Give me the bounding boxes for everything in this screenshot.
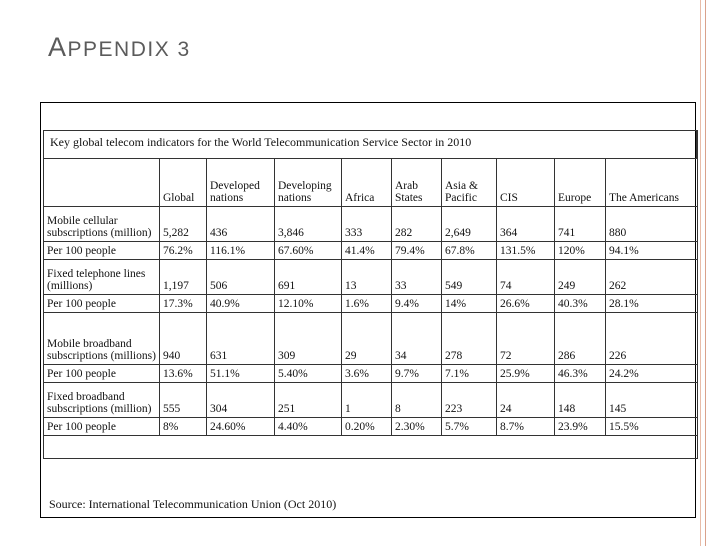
table-cell: 40.9% <box>207 295 275 313</box>
table-source: Source: International Telecommunication Union (Oct 2010) <box>49 497 337 511</box>
row-label: Per 100 people <box>44 418 160 436</box>
table-cell: 1 <box>342 383 392 418</box>
column-header: Arab States <box>392 159 442 207</box>
table-cell: 631 <box>207 313 275 365</box>
column-header: Global <box>160 159 207 207</box>
caption-spacer-row <box>44 130 698 159</box>
table-cell: 1.6% <box>342 295 392 313</box>
table-cell: 40.3% <box>555 295 606 313</box>
table-row <box>44 242 698 260</box>
table-cell: 262 <box>606 260 698 295</box>
table-row <box>44 207 698 242</box>
table-cell: 278 <box>442 313 497 365</box>
table-cell: 46.3% <box>555 365 606 383</box>
row-label: Per 100 people <box>44 242 160 260</box>
table-cell: 67.8% <box>442 242 497 260</box>
source-spacer-row <box>44 436 698 459</box>
table-cell: 131.5% <box>497 242 555 260</box>
table-cell: 251 <box>275 383 342 418</box>
table-cell: 116.1% <box>207 242 275 260</box>
slide-title-initial: A <box>48 32 68 62</box>
column-header: The Americans <box>606 159 698 207</box>
table-cell: 8% <box>160 418 207 436</box>
column-header: Asia & Pacific <box>442 159 497 207</box>
column-header: Europe <box>555 159 606 207</box>
table-cell: 741 <box>555 207 606 242</box>
table-cell: 67.60% <box>275 242 342 260</box>
row-label: Mobile cellular subscriptions (million) <box>44 207 160 242</box>
table-cell: 9.7% <box>392 365 442 383</box>
table-cell: 74 <box>497 260 555 295</box>
table-cell: 0.20% <box>342 418 392 436</box>
table-cell: 940 <box>160 313 207 365</box>
table-cell: 1,197 <box>160 260 207 295</box>
table-row <box>44 418 698 436</box>
table-cell: 8.7% <box>497 418 555 436</box>
table-cell: 145 <box>606 383 698 418</box>
table-cell: 24.2% <box>606 365 698 383</box>
table-cell: 5.40% <box>275 365 342 383</box>
slide-title-rest: PPENDIX 3 <box>67 38 191 61</box>
table-cell: 15.5% <box>606 418 698 436</box>
table-cell: 72 <box>497 313 555 365</box>
column-header: Developed nations <box>207 159 275 207</box>
table-cell: 436 <box>207 207 275 242</box>
table-cell: 33 <box>392 260 442 295</box>
table-cell: 5,282 <box>160 207 207 242</box>
decorative-border-inner <box>700 0 701 546</box>
table-row <box>44 383 698 418</box>
table-row <box>44 260 698 295</box>
table-row <box>44 365 698 383</box>
slide-title <box>48 32 191 63</box>
row-label: Fixed telephone lines (millions) <box>44 260 160 295</box>
table-cell: 282 <box>392 207 442 242</box>
table-cell: 5.7% <box>442 418 497 436</box>
table-cell: 26.6% <box>497 295 555 313</box>
table-cell: 286 <box>555 313 606 365</box>
table-cell: 2,649 <box>442 207 497 242</box>
table-cell: 23.9% <box>555 418 606 436</box>
header-row <box>44 159 698 207</box>
table-cell: 41.4% <box>342 242 392 260</box>
table-cell: 28.1% <box>606 295 698 313</box>
table-cell: 8 <box>392 383 442 418</box>
row-label: Fixed broadband subscriptions (million) <box>44 383 160 418</box>
table-cell: 309 <box>275 313 342 365</box>
table-cell: 364 <box>497 207 555 242</box>
row-label: Per 100 people <box>44 365 160 383</box>
table-cell: 506 <box>207 260 275 295</box>
table-cell: 304 <box>207 383 275 418</box>
table-cell: 9.4% <box>392 295 442 313</box>
table-cell: 4.40% <box>275 418 342 436</box>
column-header: Africa <box>342 159 392 207</box>
table-cell: 79.4% <box>392 242 442 260</box>
table-cell: 226 <box>606 313 698 365</box>
table-row <box>44 313 698 365</box>
table-cell: 148 <box>555 383 606 418</box>
table-cell: 17.3% <box>160 295 207 313</box>
table-cell: 691 <box>275 260 342 295</box>
column-header <box>44 159 160 207</box>
table-cell: 51.1% <box>207 365 275 383</box>
table-cell: 76.2% <box>160 242 207 260</box>
table-cell: 249 <box>555 260 606 295</box>
table-cell: 120% <box>555 242 606 260</box>
table-cell: 24 <box>497 383 555 418</box>
column-header: Developing nations <box>275 159 342 207</box>
row-label: Per 100 people <box>44 295 160 313</box>
decorative-border-outer <box>705 0 706 546</box>
table-cell: 29 <box>342 313 392 365</box>
table-cell: 2.30% <box>392 418 442 436</box>
table-row <box>44 295 698 313</box>
table-cell: 13.6% <box>160 365 207 383</box>
telecom-indicators-table <box>43 130 698 459</box>
table-cell: 24.60% <box>207 418 275 436</box>
table-cell: 549 <box>442 260 497 295</box>
table-cell: 34 <box>392 313 442 365</box>
table-cell: 7.1% <box>442 365 497 383</box>
table-cell: 223 <box>442 383 497 418</box>
table-cell: 3.6% <box>342 365 392 383</box>
table-cell: 13 <box>342 260 392 295</box>
table-cell: 555 <box>160 383 207 418</box>
table-cell: 14% <box>442 295 497 313</box>
table-cell: 333 <box>342 207 392 242</box>
table-cell: 12.10% <box>275 295 342 313</box>
table-cell: 3,846 <box>275 207 342 242</box>
column-header: CIS <box>497 159 555 207</box>
table-cell: 94.1% <box>606 242 698 260</box>
row-label: Mobile broadband subscriptions (millions) <box>44 313 160 365</box>
table-cell: 880 <box>606 207 698 242</box>
table-caption: Key global telecom indicators for the World Telecommunication Service Sector in 2010 <box>50 135 472 149</box>
table-cell: 25.9% <box>497 365 555 383</box>
